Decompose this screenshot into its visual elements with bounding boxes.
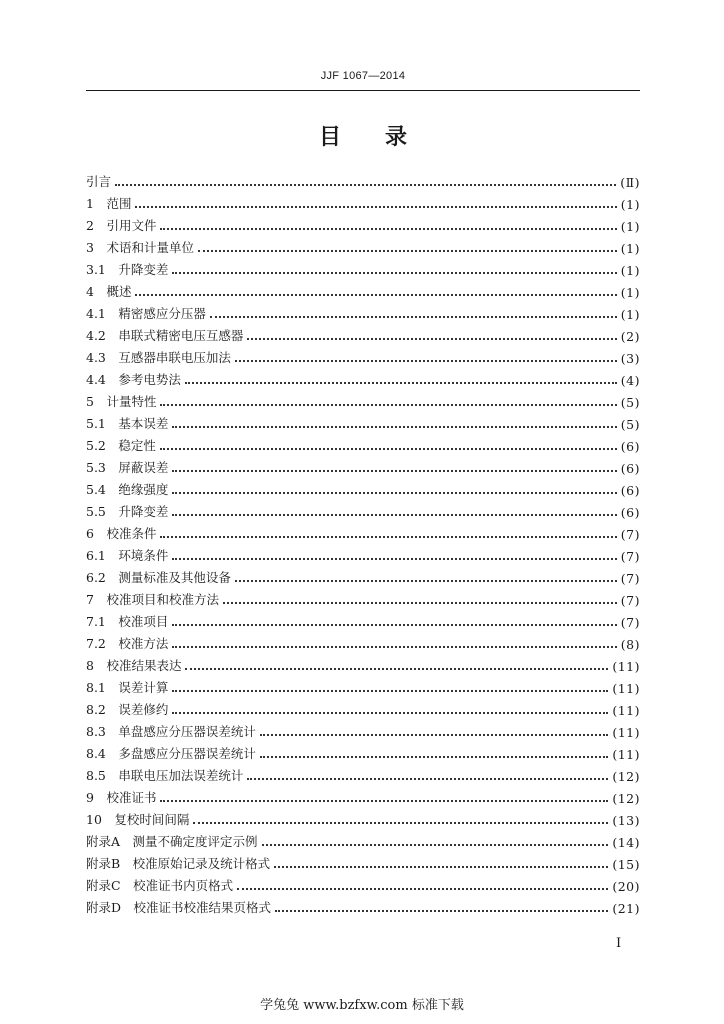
toc-entry[interactable] <box>86 806 640 828</box>
toc-entry-page: (7) <box>620 549 640 564</box>
toc-entry-page: (12) <box>612 791 640 806</box>
toc-dot-leader <box>172 470 616 472</box>
toc-entry-label: 5.1 基本误差 <box>86 416 169 431</box>
toc-entry-page: (11) <box>612 725 640 740</box>
toc-entry-page: (14) <box>612 835 640 850</box>
toc-entry-label: 4.3 互感器串联电压加法 <box>86 350 231 365</box>
toc-entry[interactable] <box>86 696 640 718</box>
toc-entry-page: (8) <box>620 637 640 652</box>
toc-dot-leader <box>235 360 617 362</box>
toc-entry-label: 4.4 参考电势法 <box>86 372 181 387</box>
toc-entry[interactable] <box>86 652 640 674</box>
toc-entry-label: 3 术语和计量单位 <box>86 240 194 255</box>
toc-entry[interactable] <box>86 278 640 300</box>
toc-dot-leader <box>260 756 608 758</box>
toc-entry[interactable] <box>86 630 640 652</box>
toc-entry-page: (1) <box>620 307 640 322</box>
toc-entry[interactable] <box>86 872 640 894</box>
toc-entry[interactable] <box>86 168 640 190</box>
toc-entry-label: 7 校准项目和校准方法 <box>86 592 219 607</box>
toc-dot-leader <box>172 624 616 626</box>
toc-dot-leader <box>172 712 608 714</box>
toc-entry-page: (1) <box>620 219 640 234</box>
toc-entry-label: 4.2 串联式精密电压互感器 <box>86 328 244 343</box>
toc-entry-label: 6.2 测量标准及其他设备 <box>86 570 231 585</box>
page-number: I <box>616 936 622 951</box>
toc-entry-label: 10 复校时间间隔 <box>86 812 190 827</box>
toc-entry-page: (Ⅱ) <box>620 175 640 190</box>
toc-entry-label: 引言 <box>86 174 112 189</box>
toc-entry[interactable] <box>86 366 640 388</box>
toc-entry[interactable] <box>86 674 640 696</box>
toc-entry-label: 8.5 串联电压加法误差统计 <box>86 768 244 783</box>
toc-entry-label: 8.2 误差修约 <box>86 702 169 717</box>
toc-entry[interactable] <box>86 762 640 784</box>
toc-entry-page: (7) <box>620 527 640 542</box>
toc-entry[interactable] <box>86 586 640 608</box>
toc-entry-page: (1) <box>620 285 640 300</box>
toc-entry[interactable] <box>86 432 640 454</box>
toc-entry-page: (20) <box>612 879 640 894</box>
toc-entry[interactable] <box>86 256 640 278</box>
toc-dot-leader <box>172 690 608 692</box>
toc-entry-page: (5) <box>620 395 640 410</box>
toc-entry-page: (6) <box>620 483 640 498</box>
toc-entry-label: 5.3 屏蔽误差 <box>86 460 169 475</box>
toc-dot-leader <box>247 778 608 780</box>
toc-entry[interactable] <box>86 520 640 542</box>
toc-entry-label: 4 概述 <box>86 284 132 299</box>
toc-entry-label: 5 计量特性 <box>86 394 157 409</box>
toc-entry[interactable] <box>86 410 640 432</box>
toc-dot-leader <box>185 668 608 670</box>
toc-entry[interactable] <box>86 894 640 916</box>
toc-dot-leader <box>260 734 608 736</box>
toc-entry-page: (5) <box>620 417 640 432</box>
toc-entry-label: 8.1 误差计算 <box>86 680 169 695</box>
running-header: JJF 1067—2014 <box>320 70 406 82</box>
toc-entry-page: (12) <box>612 769 640 784</box>
toc-dot-leader <box>237 888 608 890</box>
table-of-contents <box>86 168 640 916</box>
toc-dot-leader <box>247 338 616 340</box>
toc-dot-leader <box>274 866 608 868</box>
toc-dot-leader <box>172 514 616 516</box>
toc-entry[interactable] <box>86 608 640 630</box>
toc-entry[interactable] <box>86 740 640 762</box>
toc-entry-label: 8 校准结果表达 <box>86 658 182 673</box>
toc-entry[interactable] <box>86 344 640 366</box>
toc-entry[interactable] <box>86 828 640 850</box>
toc-entry-page: (1) <box>620 197 640 212</box>
toc-dot-leader <box>160 404 616 406</box>
toc-dot-leader <box>235 580 617 582</box>
toc-entry-label: 8.3 单盘感应分压器误差统计 <box>86 724 256 739</box>
toc-entry-page: (11) <box>612 703 640 718</box>
toc-entry-page: (1) <box>620 241 640 256</box>
toc-dot-leader <box>210 316 617 318</box>
toc-dot-leader <box>172 426 616 428</box>
toc-entry-page: (6) <box>620 461 640 476</box>
toc-entry-page: (11) <box>612 681 640 696</box>
toc-entry[interactable] <box>86 476 640 498</box>
toc-entry-label: 6.1 环境条件 <box>86 548 169 563</box>
toc-entry-page: (21) <box>612 901 640 916</box>
toc-entry-label: 5.2 稳定性 <box>86 438 156 453</box>
toc-entry-page: (7) <box>620 615 640 630</box>
toc-entry-label: 附录D 校准证书校准结果页格式 <box>86 900 272 915</box>
toc-entry-label: 5.5 升降变差 <box>86 504 169 519</box>
toc-dot-leader <box>198 250 617 252</box>
toc-entry-label: 3.1 升降变差 <box>86 262 169 277</box>
toc-dot-leader <box>160 228 616 230</box>
toc-entry-page: (13) <box>612 813 640 828</box>
toc-entry-label: 1 范围 <box>86 196 132 211</box>
toc-entry-label: 2 引用文件 <box>86 218 157 233</box>
toc-entry[interactable] <box>86 212 640 234</box>
toc-entry-label: 附录B 校准原始记录及统计格式 <box>86 856 271 871</box>
toc-entry-page: (4) <box>620 373 640 388</box>
toc-entry[interactable] <box>86 190 640 212</box>
toc-entry[interactable] <box>86 388 640 410</box>
toc-dot-leader <box>160 800 608 802</box>
toc-entry-label: 附录A 测量不确定度评定示例 <box>86 834 258 849</box>
toc-dot-leader <box>172 272 616 274</box>
toc-dot-leader <box>185 382 617 384</box>
toc-dot-leader <box>193 822 608 824</box>
toc-entry-page: (15) <box>612 857 640 872</box>
toc-entry[interactable] <box>86 718 640 740</box>
toc-dot-leader <box>172 492 616 494</box>
toc-entry-label: 9 校准证书 <box>86 790 157 805</box>
toc-entry-label: 8.4 多盘感应分压器误差统计 <box>86 746 256 761</box>
toc-entry[interactable] <box>86 498 640 520</box>
header-divider <box>86 90 640 91</box>
toc-entry[interactable] <box>86 542 640 564</box>
toc-entry[interactable] <box>86 300 640 322</box>
toc-dot-leader <box>275 910 608 912</box>
toc-entry[interactable] <box>86 784 640 806</box>
toc-entry-label: 4.1 精密感应分压器 <box>86 306 206 321</box>
toc-dot-leader <box>160 448 617 450</box>
toc-entry-label: 附录C 校准证书内页格式 <box>86 878 234 893</box>
toc-dot-leader <box>172 646 616 648</box>
toc-entry[interactable] <box>86 322 640 344</box>
toc-entry-label: 7.1 校准项目 <box>86 614 169 629</box>
toc-entry-label: 7.2 校准方法 <box>86 636 169 651</box>
toc-entry-page: (3) <box>620 351 640 366</box>
toc-entry-page: (7) <box>620 571 640 586</box>
footer-watermark: 学兔兔 www.bzfxw.com 标准下载 <box>260 998 464 1013</box>
toc-dot-leader <box>160 536 616 538</box>
toc-dot-leader <box>172 558 616 560</box>
toc-dot-leader <box>135 294 616 296</box>
toc-entry[interactable] <box>86 234 640 256</box>
toc-entry-label: 6 校准条件 <box>86 526 157 541</box>
toc-entry-page: (11) <box>612 747 640 762</box>
toc-dot-leader <box>262 844 609 846</box>
toc-dot-leader <box>135 206 616 208</box>
toc-entry[interactable] <box>86 454 640 476</box>
toc-entry[interactable] <box>86 564 640 586</box>
page-title: 目录 <box>318 124 451 150</box>
toc-entry-page: (1) <box>620 263 640 278</box>
toc-dot-leader <box>223 602 617 604</box>
toc-dot-leader <box>115 184 616 186</box>
toc-entry-page: (6) <box>620 505 640 520</box>
toc-entry[interactable] <box>86 850 640 872</box>
toc-entry-page: (6) <box>620 439 640 454</box>
toc-entry-label: 5.4 绝缘强度 <box>86 482 169 497</box>
toc-entry-page: (2) <box>620 329 640 344</box>
toc-entry-page: (11) <box>612 659 640 674</box>
toc-entry-page: (7) <box>620 593 640 608</box>
